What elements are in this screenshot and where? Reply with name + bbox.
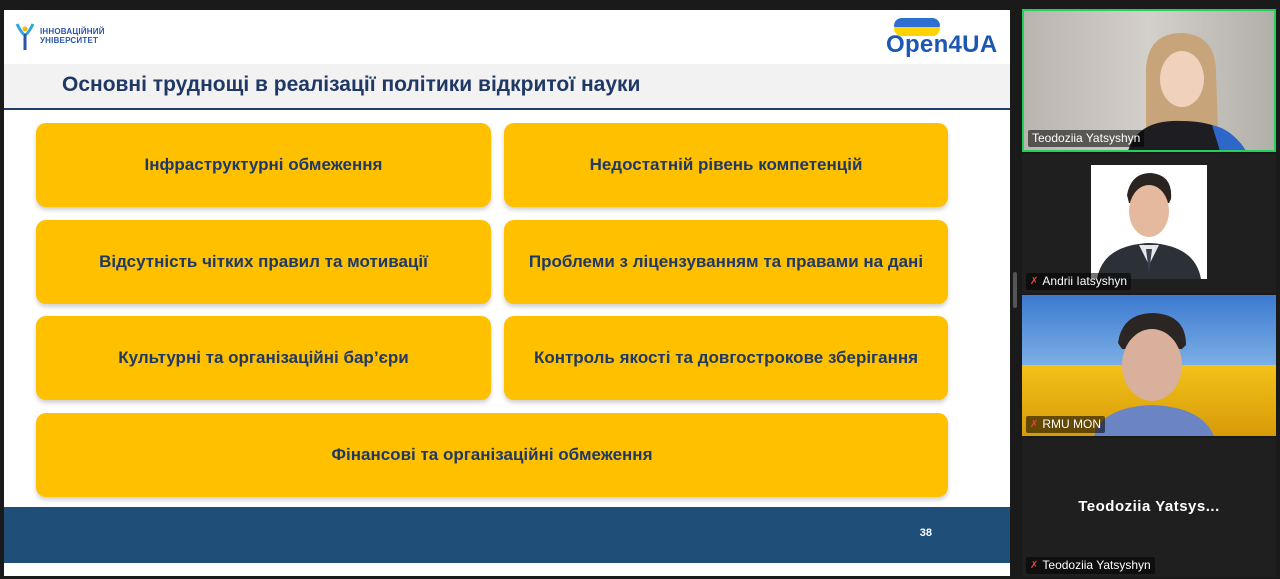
university-logo-mark-icon [14, 20, 36, 52]
slide-title-band [4, 64, 1010, 110]
shared-slide [4, 10, 1010, 576]
participant-video-icon [1094, 309, 1214, 436]
page-number: 38 [919, 527, 932, 539]
participant-display-name: Teodoziia Yatsys... [1078, 498, 1220, 515]
slide-bottom-strip [4, 563, 1010, 576]
panel-resize-handle[interactable] [1013, 272, 1017, 308]
participant-tile-4[interactable] [1022, 438, 1276, 577]
logo-text-line1: ІННОВАЦІЙНИЙ [40, 27, 105, 36]
logo-text-line2: УНІВЕРСИТЕТ [40, 36, 99, 45]
participant-video-icon [1128, 29, 1248, 151]
participant-name-1: Teodoziia Yatsyshyn [1028, 130, 1144, 147]
mic-muted-icon: ✗ [1030, 276, 1039, 287]
slide-header [4, 10, 1010, 62]
participant-tile-2[interactable] [1022, 154, 1276, 293]
card-financial: Фінансові та організаційні обмеження [36, 413, 948, 497]
slide-title: Основні труднощі в реалізації політики відкритої науки [62, 73, 641, 96]
participant-name-3: ✗ RMU MON [1026, 416, 1105, 433]
participant-name-2: ✗ Andrii Iatsyshyn [1026, 273, 1131, 290]
university-logo [14, 20, 105, 52]
participant-tile-1[interactable] [1022, 9, 1276, 152]
mic-muted-icon: ✗ [1030, 419, 1039, 430]
participant-photo [1091, 165, 1207, 279]
card-licensing: Проблеми з ліцензуванням та правами на дані [504, 220, 948, 304]
card-cultural-barriers: Культурні та організаційні бар’єри [36, 316, 491, 400]
cards-area [4, 110, 1010, 508]
open4ua-wordmark: Open4UA [886, 31, 998, 58]
card-rules-motivation: Відсутність чітких правил та мотивації [36, 220, 491, 304]
participant-name-4: ✗ Teodoziia Yatsyshyn [1026, 557, 1155, 574]
flag-blue-icon [894, 18, 940, 27]
card-competence: Недостатній рівень компетенцій [504, 123, 948, 207]
participant-tile-3[interactable] [1022, 295, 1276, 436]
card-infrastructure: Інфраструктурні обмеження [36, 123, 491, 207]
open4ua-logo [886, 18, 996, 56]
slide-footer [4, 507, 1010, 563]
card-quality-preservation: Контроль якості та довгострокове зберігання [504, 316, 948, 400]
mic-muted-icon: ✗ [1030, 560, 1039, 571]
